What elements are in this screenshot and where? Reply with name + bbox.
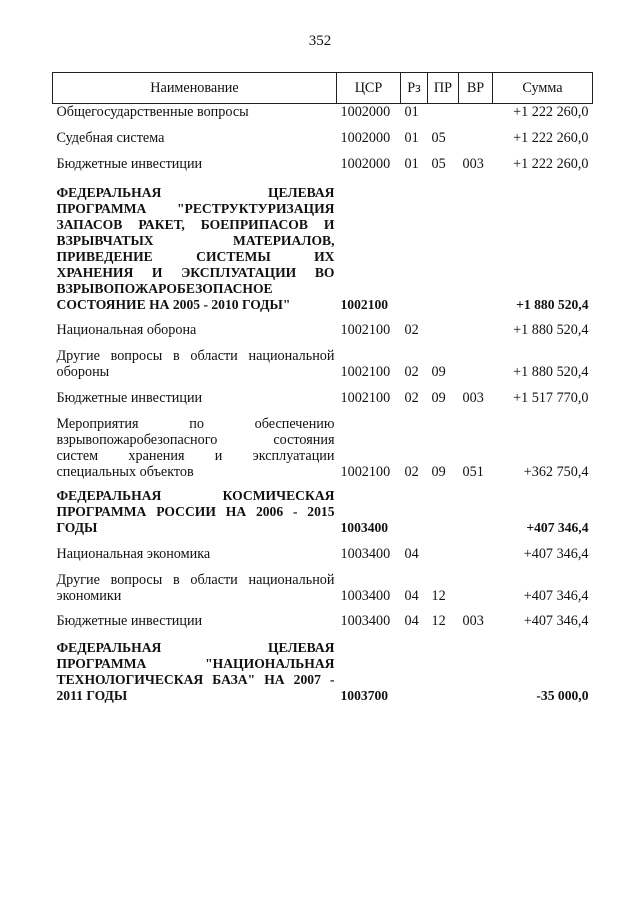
table-row	[53, 629, 593, 704]
cell-vr: 003	[462, 390, 484, 406]
name-line: Бюджетные инвестиции	[56, 156, 203, 172]
cell-csr: 1003400	[340, 520, 389, 535]
cell-name	[53, 104, 337, 121]
name-line: обороны	[56, 364, 110, 380]
cell-pr: 09	[431, 390, 446, 406]
cell-vr: 003	[462, 156, 484, 172]
cell-pr: 12	[431, 613, 446, 629]
cell-pr	[428, 536, 459, 562]
budget-table	[52, 72, 593, 704]
cell-sum: +362 750,4	[523, 464, 589, 480]
cell-rz	[401, 172, 428, 313]
name-line: 2011 ГОДЫ	[56, 688, 128, 703]
cell-name	[53, 629, 337, 704]
name-line: ФЕДЕРАЛЬНАЯ КОСМИЧЕСКАЯ	[56, 488, 335, 503]
name-line: взрывопожаробезопасного состояния	[56, 432, 335, 448]
cell-rz: 01	[404, 104, 419, 120]
cell-vr	[459, 338, 493, 380]
cell-name	[53, 120, 337, 146]
header-pr: ПР	[428, 73, 459, 104]
cell-name	[53, 172, 337, 313]
table-row	[53, 406, 593, 480]
cell-rz: 02	[404, 322, 419, 338]
cell-vr	[459, 120, 493, 146]
table-row	[53, 146, 593, 172]
name-line: Общегосударственные вопросы	[56, 104, 249, 120]
cell-vr	[459, 172, 493, 313]
name-line: ПРОГРАММА РОССИИ НА 2006 - 2015	[56, 504, 335, 519]
cell-name	[53, 562, 337, 604]
cell-vr	[459, 480, 493, 536]
header-rz: Рз	[401, 73, 428, 104]
cell-sum: +1 880 520,4	[513, 364, 589, 380]
cell-pr: 09	[431, 364, 446, 380]
name-line: ВЗРЫВЧАТЫХ МАТЕРИАЛОВ,	[56, 233, 335, 248]
name-line: ГОДЫ	[56, 520, 98, 535]
cell-rz: 02	[404, 364, 419, 380]
name-line: ЗАПАСОВ РАКЕТ, БОЕПРИПАСОВ И	[56, 217, 335, 232]
name-line: ПРИВЕДЕНИЕ СИСТЕМЫ ИХ	[56, 249, 335, 264]
table-row	[53, 313, 593, 338]
name-line: экономики	[56, 588, 122, 604]
name-line: Бюджетные инвестиции	[56, 613, 203, 629]
cell-vr	[459, 536, 493, 562]
table-header-row	[53, 73, 593, 104]
cell-rz: 04	[404, 588, 419, 604]
cell-rz: 04	[404, 546, 419, 562]
cell-vr	[459, 104, 493, 121]
cell-pr: 12	[431, 588, 446, 604]
cell-vr	[459, 629, 493, 704]
cell-rz: 04	[404, 613, 419, 629]
cell-csr: 1002100	[340, 297, 389, 312]
cell-sum: +1 880 520,4	[513, 322, 589, 338]
cell-csr: 1002000	[340, 156, 391, 172]
cell-pr	[428, 172, 459, 313]
cell-csr: 1003400	[340, 588, 391, 604]
name-line: ПРОГРАММА "НАЦИОНАЛЬНАЯ	[56, 656, 335, 671]
name-line: систем хранения и эксплуатации	[56, 448, 335, 464]
table-row	[53, 120, 593, 146]
name-line: Национальная экономика	[56, 546, 211, 562]
table-row	[53, 172, 593, 313]
cell-sum: +1 222 260,0	[513, 156, 589, 172]
cell-csr: 1002100	[340, 364, 391, 380]
cell-sum: +407 346,4	[523, 613, 589, 629]
table-row	[53, 380, 593, 406]
page-number: 352	[308, 33, 332, 49]
table-row	[53, 604, 593, 629]
cell-pr	[428, 480, 459, 536]
name-line: ТЕХНОЛОГИЧЕСКАЯ БАЗА" НА 2007 -	[56, 672, 335, 687]
name-line: Национальная оборона	[56, 322, 197, 338]
cell-rz	[401, 629, 428, 704]
cell-sum: +1 880 520,4	[516, 297, 589, 312]
cell-name	[53, 146, 337, 172]
cell-rz: 01	[404, 156, 419, 172]
cell-pr: 09	[431, 464, 446, 480]
cell-name	[53, 480, 337, 536]
cell-rz	[401, 480, 428, 536]
cell-rz: 02	[404, 390, 419, 406]
header-sum: Сумма	[493, 73, 593, 104]
cell-rz: 01	[404, 130, 419, 146]
name-line: ХРАНЕНИЯ И ЭКСПЛУАТАЦИИ ВО	[56, 265, 335, 280]
table-row	[53, 562, 593, 604]
name-line: ФЕДЕРАЛЬНАЯ ЦЕЛЕВАЯ	[56, 640, 335, 655]
name-line: Судебная система	[56, 130, 165, 146]
name-line: ФЕДЕРАЛЬНАЯ ЦЕЛЕВАЯ	[56, 185, 335, 200]
name-line: Другие вопросы в области национальной	[56, 348, 335, 364]
cell-csr: 1002100	[340, 390, 391, 406]
cell-csr: 1002000	[340, 104, 391, 120]
cell-pr: 05	[431, 156, 446, 172]
name-line: Бюджетные инвестиции	[56, 390, 203, 406]
name-line: Другие вопросы в области национальной	[56, 572, 335, 588]
cell-name	[53, 536, 337, 562]
cell-csr: 1002100	[340, 464, 391, 480]
cell-pr	[428, 629, 459, 704]
header-name: Наименование	[53, 73, 337, 104]
cell-name	[53, 604, 337, 629]
cell-pr: 05	[431, 130, 446, 146]
cell-pr	[428, 104, 459, 121]
cell-sum: +1 222 260,0	[513, 130, 589, 146]
cell-sum: +407 346,4	[523, 546, 589, 562]
cell-pr	[428, 313, 459, 338]
name-line: Мероприятия по обеспечению	[56, 416, 335, 432]
header-vr: ВР	[459, 73, 493, 104]
cell-rz: 02	[404, 464, 419, 480]
name-line: специальных объектов	[56, 464, 194, 480]
name-line: ВЗРЫВОПОЖАРОБЕЗОПАСНОЕ	[56, 281, 273, 296]
name-line: ПРОГРАММА "РЕСТРУКТУРИЗАЦИЯ	[56, 201, 335, 216]
table-row	[53, 480, 593, 536]
cell-name	[53, 313, 337, 338]
cell-csr: 1002100	[340, 322, 391, 338]
table-row	[53, 104, 593, 121]
cell-csr: 1003400	[340, 546, 391, 562]
cell-sum: +407 346,4	[523, 588, 589, 604]
cell-name	[53, 406, 337, 480]
cell-csr: 1003400	[340, 613, 391, 629]
cell-sum: +1 222 260,0	[513, 104, 589, 120]
cell-csr: 1002000	[340, 130, 391, 146]
cell-sum: +1 517 770,0	[513, 390, 589, 406]
cell-vr	[459, 562, 493, 604]
cell-vr	[459, 313, 493, 338]
cell-sum: -35 000,0	[536, 688, 589, 703]
cell-csr: 1003700	[340, 688, 389, 703]
header-csr: ЦСР	[337, 73, 401, 104]
cell-vr: 003	[462, 613, 484, 629]
cell-sum: +407 346,4	[526, 520, 589, 535]
cell-name	[53, 338, 337, 380]
table-body	[53, 104, 593, 705]
table-row	[53, 536, 593, 562]
name-line: СОСТОЯНИЕ НА 2005 - 2010 ГОДЫ"	[56, 297, 291, 312]
cell-name	[53, 380, 337, 406]
cell-vr: 051	[462, 464, 484, 480]
table-row	[53, 338, 593, 380]
